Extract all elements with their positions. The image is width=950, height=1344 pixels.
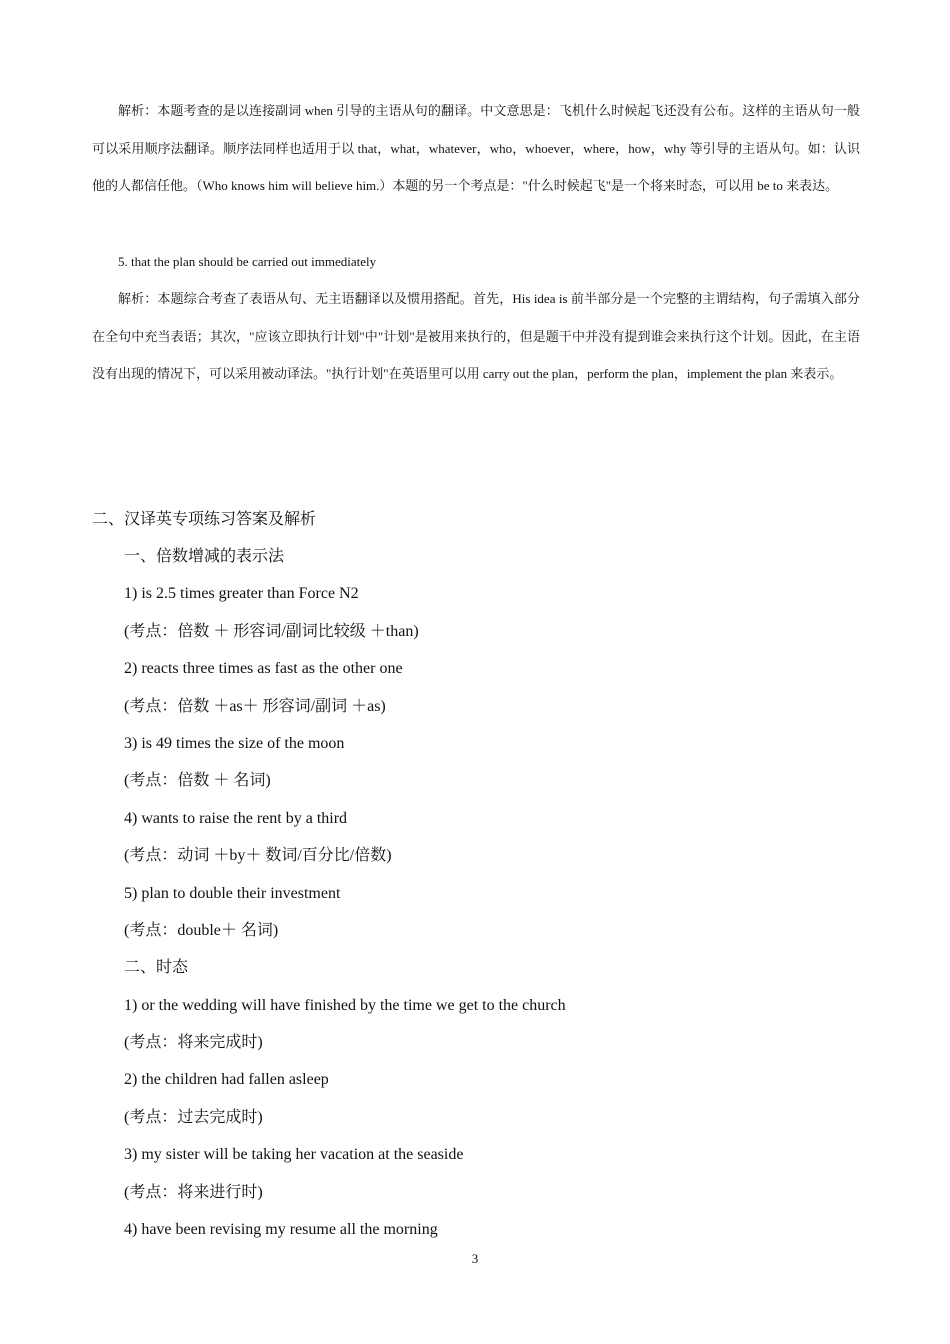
test-point-note: (考点：倍数 ＋ 名词) — [124, 772, 271, 790]
answer-5: 5. that the plan should be carried out immediately — [118, 254, 377, 269]
subsection-heading: 二、时态 — [124, 959, 189, 977]
analysis-text: 解析：本题考查的是以连接副词 when 引导的主语从句的翻译。中文意思是：飞机什么时候起飞还没有公布。这样的主语从句一般可以采用顺序法翻译。顺序法同样也适用于以 that，what，whatever，who，whoever，where，how，why 等引导的主语从句。如：认识他的人都信任他。（Who knows him will believe him.）本题的另一个考点是："什么时候起飞"是一个将来时态，可以用 be to 来表达。 — [92, 103, 860, 193]
test-point-note: (考点：double＋ 名词) — [124, 921, 279, 939]
answer-list — [124, 542, 566, 1252]
analysis-paragraph-5 — [92, 280, 860, 393]
analysis-text: 解析：本题综合考查了表语从句、无主语翻译以及惯用搭配。首先，His idea is 前半部分是一个完整的主谓结构，句子需填入部分在全句中充当表语；其次，"应该立即执行计划"中"计划"是被用来执行的，但是题干中并没有提到谁会来执行这个计划。因此，在主语没有出现的情况下，可以采用被动译法。"执行计划"在英语里可以用 carry out the plan，perform the plan，implement the plan 来表示。 — [92, 291, 860, 381]
answer-line: 4) have been revising my resume all the morning — [124, 1221, 438, 1239]
analysis-paragraph-4 — [92, 92, 860, 205]
subsection-heading: 一、倍数增减的表示法 — [124, 548, 285, 565]
answer-line: 3) my sister will be taking her vacation at the seaside — [124, 1146, 464, 1164]
page-number: 3 — [471, 1251, 479, 1266]
section-title: 二、汉译英专项练习答案及解析 — [92, 511, 317, 528]
answer-line: 2) the children had fallen asleep — [124, 1071, 329, 1089]
test-point-note: (考点：倍数 ＋ 形容词/副词比较级 ＋than) — [124, 622, 419, 640]
test-point-note: (考点：将来进行时) — [124, 1183, 263, 1201]
answer-line: 1) is 2.5 times greater than Force N2 — [124, 585, 359, 603]
answer-line: 3) is 49 times the size of the moon — [124, 734, 345, 752]
answer-line: 4) wants to raise the rent by a third — [124, 809, 348, 827]
answer-line: 2) reacts three times as fast as the other one — [124, 660, 403, 678]
test-point-note: (考点：过去完成时) — [124, 1108, 263, 1126]
answer-line: 5) plan to double their investment — [124, 884, 341, 902]
test-point-note: (考点：将来完成时) — [124, 1034, 263, 1052]
test-point-note: (考点：倍数 ＋as＋ 形容词/副词 ＋as) — [124, 697, 386, 715]
answer-line: 1) or the wedding will have finished by the time we get to the church — [124, 996, 566, 1014]
test-point-note: (考点：动词 ＋by＋ 数词/百分比/倍数) — [124, 847, 392, 865]
